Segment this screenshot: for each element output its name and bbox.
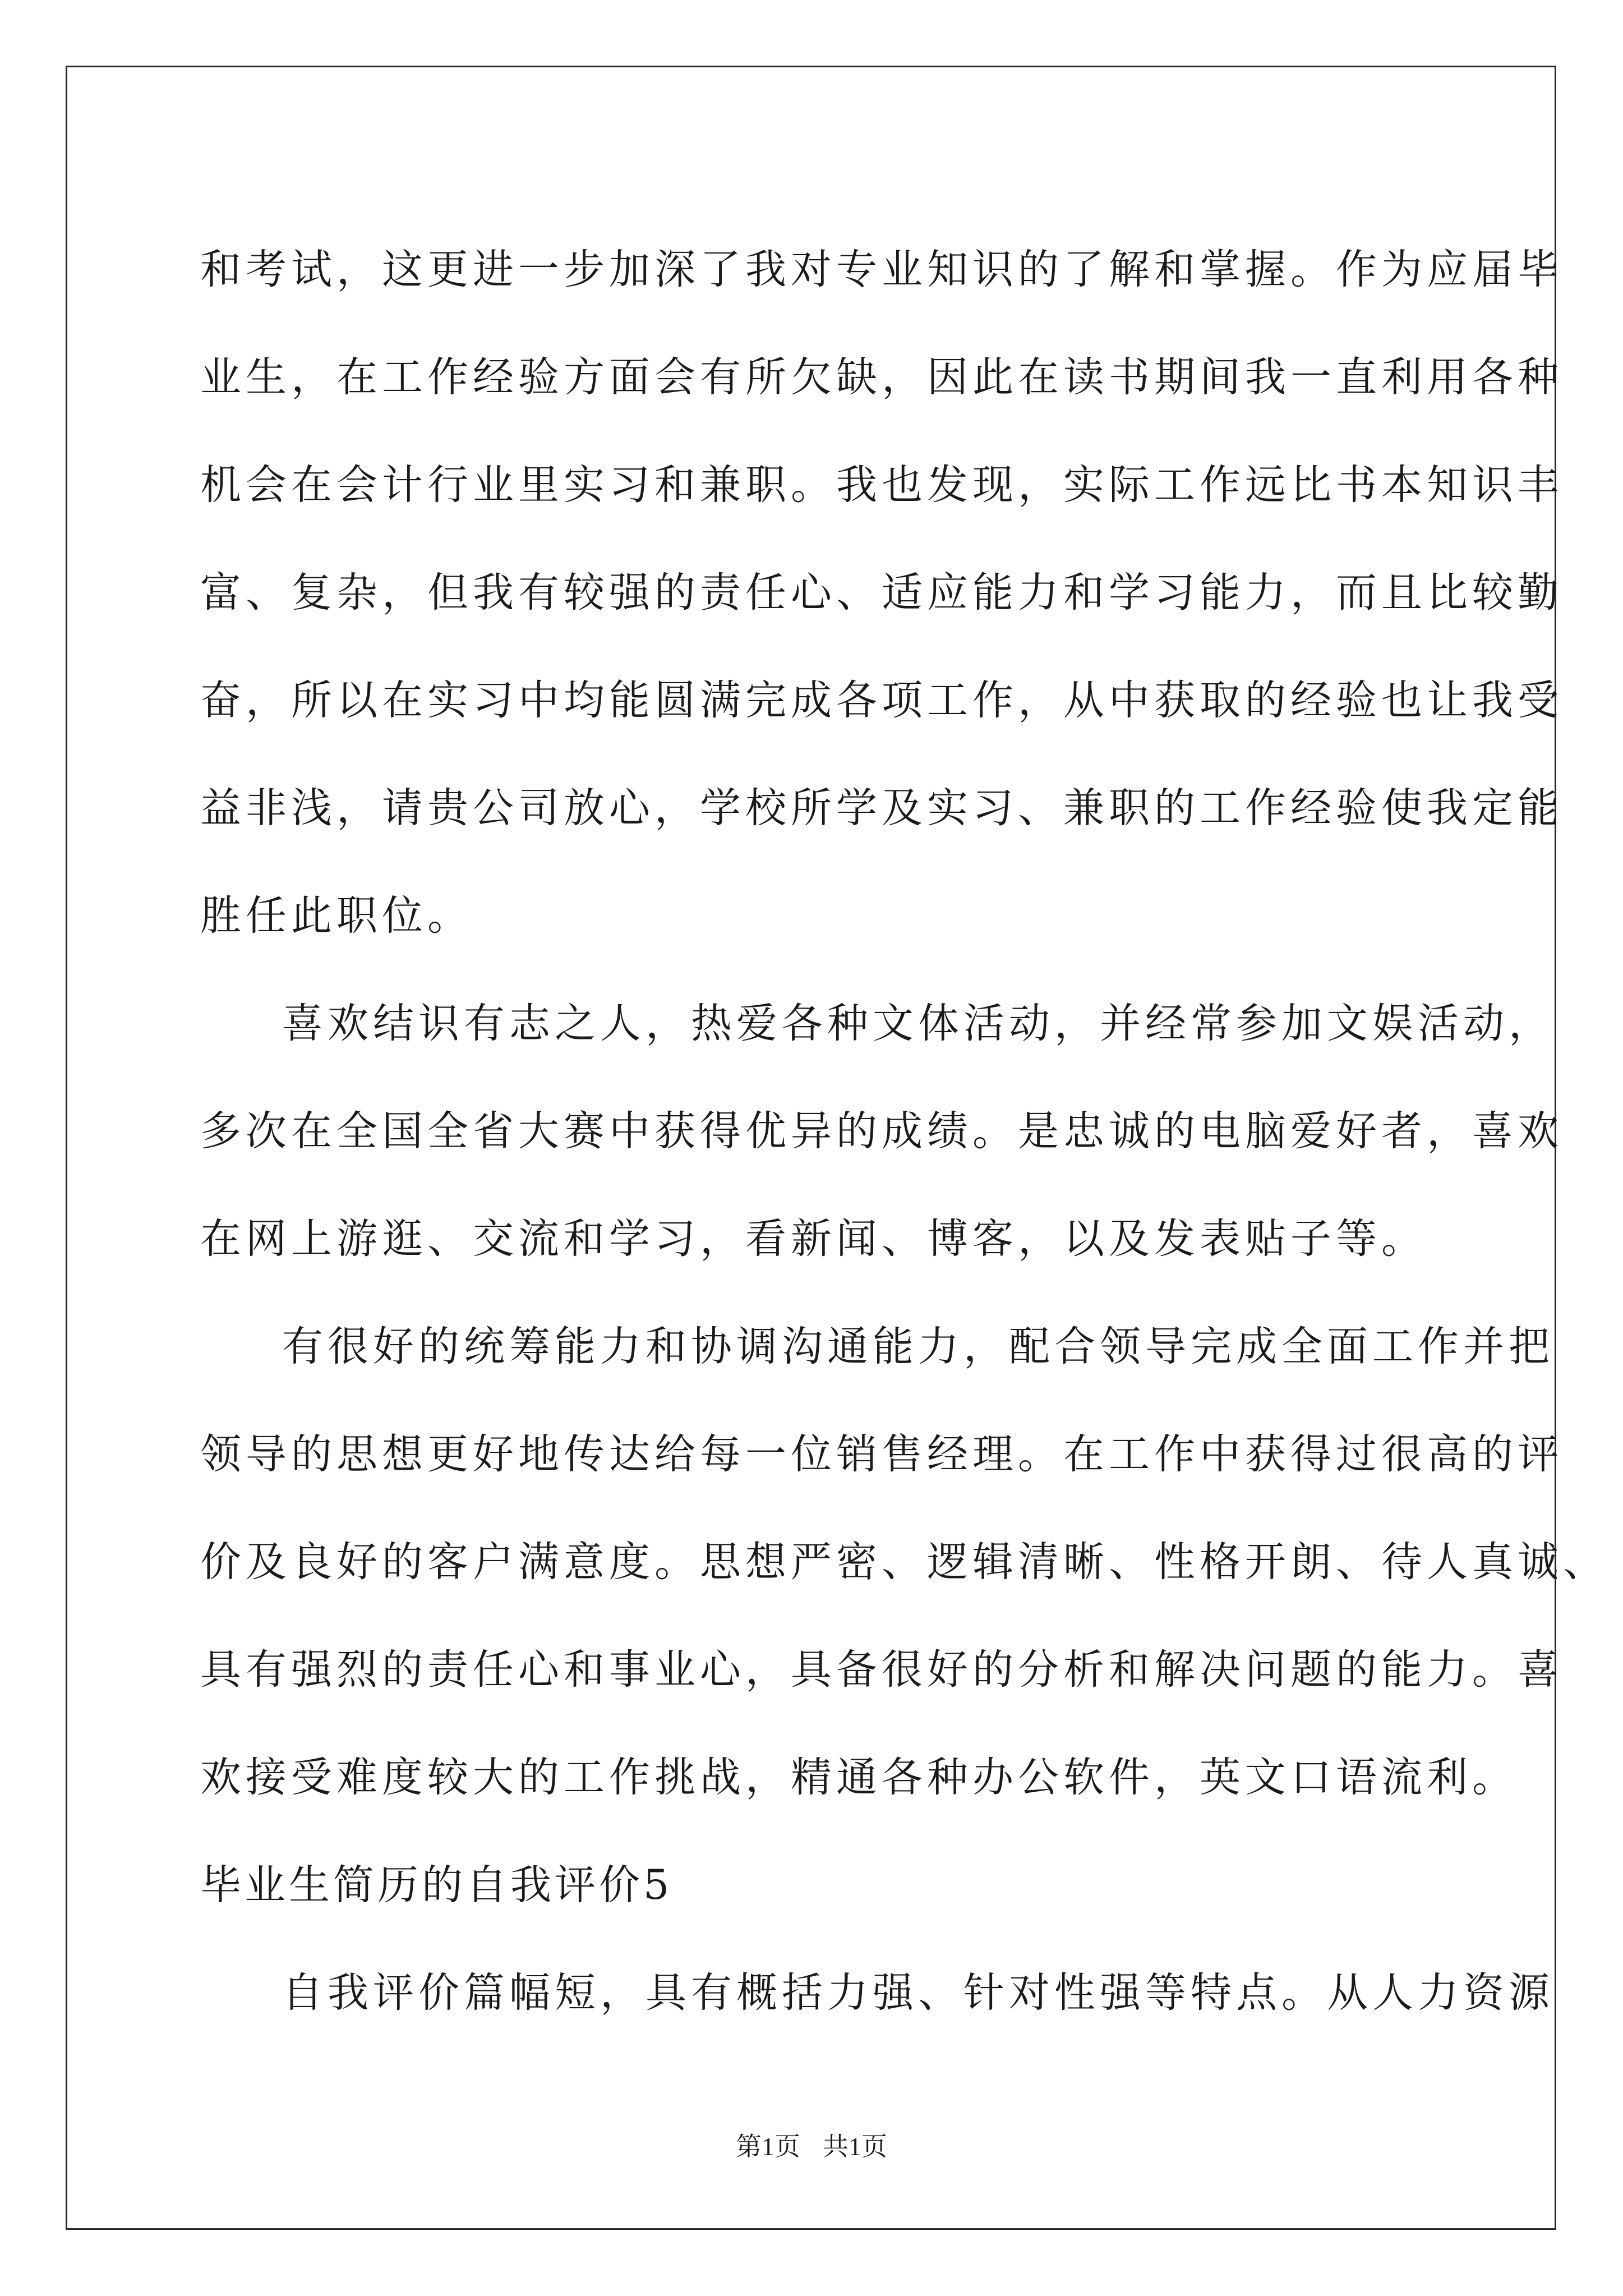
document-body bbox=[200, 216, 1608, 2047]
paragraph-3 bbox=[200, 1293, 1608, 1832]
text-line: 胜任此职位。 bbox=[200, 892, 473, 940]
page-total: 共1页 bbox=[823, 2132, 887, 2161]
text-line: 有很好的统筹能力和协调沟通能力，配合领导完成全面工作并把 bbox=[282, 1323, 1554, 1370]
paragraph-2 bbox=[200, 970, 1563, 1293]
text-line: 在网上游逛、交流和学习，看新闻、博客，以及发表贴子等。 bbox=[200, 1215, 1427, 1263]
text-line: 和考试，这更进一步加深了我对专业知识的了解和掌握。作为应届毕 bbox=[200, 246, 1563, 293]
text-line: 机会在会计行业里实习和兼职。我也发现，实际工作远比书本知识丰 bbox=[200, 461, 1563, 509]
page-number: 第1页 bbox=[736, 2132, 800, 2161]
text-line: 喜欢结识有志之人，热爱各种文体活动，并经常参加文娱活动， bbox=[282, 1000, 1554, 1047]
text-line: 价及良好的客户满意度。思想严密、逻辑清晰、性格开朗、待人真诚、 bbox=[200, 1538, 1608, 1586]
text-line: 富、复杂，但我有较强的责任心、适应能力和学习能力，而且比较勤 bbox=[200, 569, 1563, 616]
text-line: 自我评价篇幅短，具有概括力强、针对性强等特点。从人力资源 bbox=[282, 1969, 1554, 2017]
page-footer bbox=[0, 2126, 1623, 2163]
text-line: 欢接受难度较大的工作挑战，精通各种办公软件，英文口语流利。 bbox=[200, 1754, 1518, 1801]
text-line: 多次在全国全省大赛中获得优异的成绩。是忠诚的电脑爱好者，喜欢 bbox=[200, 1107, 1563, 1155]
paragraph-1 bbox=[200, 216, 1563, 970]
text-line: 业生，在工作经验方面会有所欠缺，因此在读书期间我一直利用各种 bbox=[200, 353, 1563, 401]
text-line: 领导的思想更好地传达给每一位销售经理。在工作中获得过很高的评 bbox=[200, 1430, 1563, 1478]
text-line: 具有强烈的责任心和事业心，具备很好的分析和解决问题的能力。喜 bbox=[200, 1646, 1563, 1694]
text-line: 益非浅，请贵公司放心，学校所学及实习、兼职的工作经验使我定能 bbox=[200, 784, 1563, 832]
section-heading: 毕业生简历的自我评价5 bbox=[200, 1861, 673, 1909]
text-line: 奋，所以在实习中均能圆满完成各项工作，从中获取的经验也让我受 bbox=[200, 677, 1563, 724]
paragraph-4 bbox=[200, 1939, 1554, 2047]
